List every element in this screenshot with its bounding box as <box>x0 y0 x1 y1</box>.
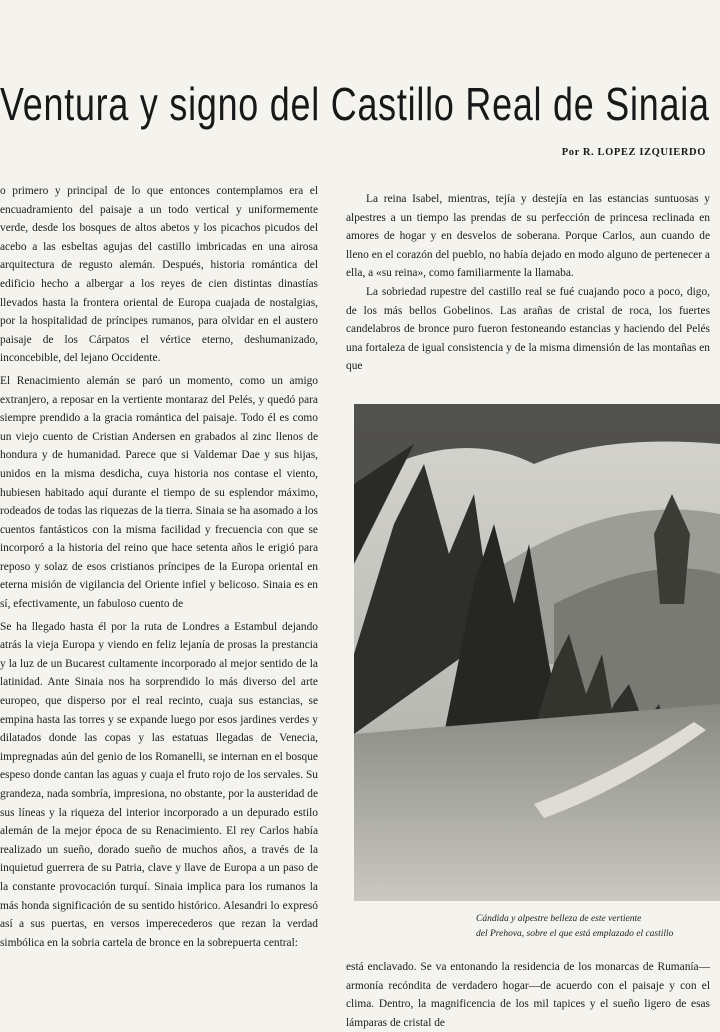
caption-line-1: Cándida y alpestre belleza de este vertiente <box>476 914 642 924</box>
left-paragraph-3: Se ha llegado hasta él por la ruta de Londres a Estambul dejando atrás la vieja Europa y viendo en feliz lejanía de prosas la prestancia y la luz de un Bucarest cultamente incorporado al mejor sentido de la latinidad. Ante Sinaia nos ha sorprendido lo más diverso del arte europeo, que disperso por el real recinto, cuaja sus estancias, se empina hasta las torres y se expande luego por esos jardines verdes y dilatados donde las copas y las estatuas llegadas de Venecia, impregnadas aún del genio de los Romanelli, se internan en el bosque espeso donde cantan las aguas y cuaja el fruto rojo de los servales. Su grandeza, nada sombría, impresiona, no obstante, por la austeridad de sus líneas y la riqueza del interior incorporado a un depurado estilo alemán de la mejor época de su Renacimiento. El rey Carlos había realizado un sueño, dorado sueño de muchos años, a través de la inquietud guerrera de su Patria, clave y llave de Europa a un paso de la constante provocación turquí. Sinaia implica para los rumanos la más honda significación de su sentido histórico. Alesandri lo expresó así a sus puertas, en versos imperecederos que rezan la verdad simbólica en la sobria cartela de bronce en la sobrepuerta central: <box>0 620 318 949</box>
right-paragraph-2: La sobriedad rupestre del castillo real se fué cuajando poco a poco, digo, de los más bellos Gobelinos. Las arañas de cristal de roca, los fuertes candelabros de bronce puro fueron festoneando estancias y haciendo del Pelés una fortaleza de igual consistencia y de la misma dimensión de las montañas en que <box>346 285 710 373</box>
continuation-paragraph: está enclavado. Se va entonando la residencia de los monarcas de Rumanía—armonía recóndita de verdadero hogar—de acuerdo con el paisaje y con el clima. Dentro, la magnificencia de los mil tapices y el sueño ligero de esas lámparas de cristal de <box>346 961 710 1029</box>
left-text-column <box>0 182 318 952</box>
caption-line-2: del Prehova, sobre el que está emplazado el castillo <box>476 929 674 939</box>
right-paragraph-1: La reina Isabel, mientras, tejía y destejía en las estancias suntuosas y alpestres a un tiempo las prendas de su perfección de princesa reclinada en amores de hogar y en desvelos de soberana. Porque Carlos, aun cuando de lleno en el corazón del pueblo, no había dejado en modo alguno de pertenecer a ella, a «su reina», como familiarmente la llamaba. <box>346 193 710 280</box>
article-byline: Por R. LOPEZ IZQUIERDO <box>561 147 706 158</box>
castle-landscape-photo <box>354 404 720 901</box>
left-paragraph-2: El Renacimiento alemán se paró un momento, como un amigo extranjero, a reposar en la vertiente montaraz del Pelés, y quedó para siempre prendido a la gracia romántica del paisaje. Todo él es como un viejo cuento de Cristian Andersen en grabados al zinc llenos de hondura y de humanidad. Parece que si Valdemar Dae y sus hijas, unidos en la misma desdicha, cuya historia nos contase el viento, hubiesen habitado aquí durante el tiempo de su esplendor máximo, rodeados de todas las riquezas de la tierra. Sinaia se ha asomado a los cuentos fantásticos con la misma facilidad y frecuencia con que se incorporó a la historia del reino que hace setenta años le erigió para reposo y solaz de esos cristianos príncipes de la Europa oriental en eterna misión de vigilancia del Oriente infiel y belicoso. Sinaia es en sí, efectivamente, un fabuloso cuento de <box>0 374 318 611</box>
forest-road-illustration <box>354 404 720 901</box>
right-text-column <box>346 190 710 376</box>
article-title: Ventura y signo del Castillo Real de Sinaia <box>0 78 710 130</box>
left-paragraph-1: o primero y principal de lo que entonces contemplamos era el encuadramiento del paisaje a un todo vertical y uniformemente verde, desde los bosques de altos abetos y los picachos picudos del acebo a las esbeltas agujas del castillo imbricadas en una airosa arquitectura de regusto alemán. Después, historia romántica del edificio hecho a albergar a los reyes de cien distintas dinastías llevados hasta la frontera oriental de Europa cuajada de nostalgias, por la hospitalidad de príncipes rumanos, para olvidar en el austero paisaje de los Cárpatos el vértice eterno, deshumanizado, inconcebible, del lejano Occidente. <box>0 185 318 365</box>
right-continuation-text <box>346 958 710 1032</box>
photo-caption <box>476 912 720 942</box>
